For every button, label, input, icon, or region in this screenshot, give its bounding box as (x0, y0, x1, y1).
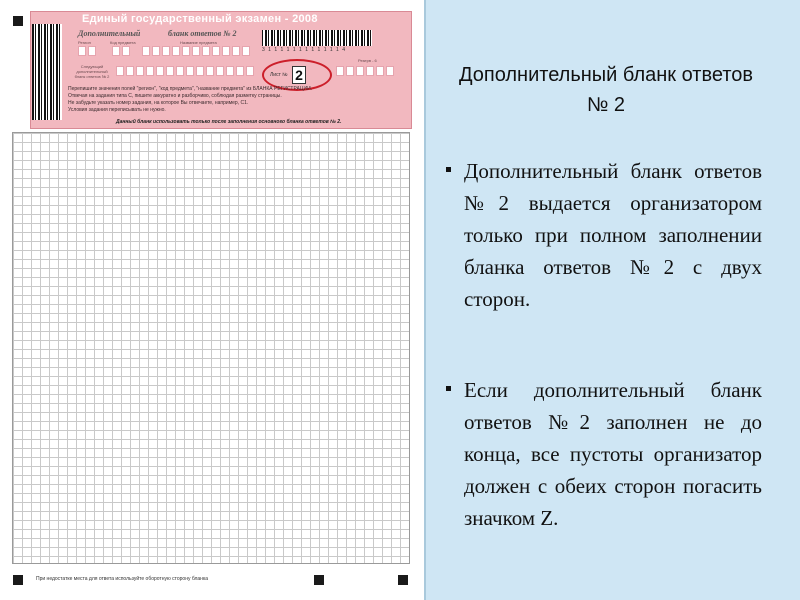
reserve-cells (336, 66, 394, 76)
bullet-marker-icon (446, 386, 451, 391)
barcode-horizontal (262, 30, 372, 46)
corner-marker-bottom-left (13, 575, 23, 585)
bullet-item (446, 374, 762, 534)
exam-title: Единый государственный экзамен - 2008 (82, 13, 318, 25)
instruction-line: Условия задания переписывать не нужно. (68, 107, 166, 113)
region-cells (78, 46, 96, 56)
label-subject-name: Название предмета (180, 40, 217, 45)
subject-name-cells (142, 46, 250, 56)
bullet-text: Если дополнительный бланк ответов №2 заполнен не до конца, все пустоты организатор должен с обеих сторон погасить значком Z. (464, 378, 762, 530)
label-reserve: Резерв - 6 (358, 58, 377, 63)
corner-marker-top-left (13, 16, 23, 26)
label-next-sheet: Следующий дополнительный бланк ответов № 2 (74, 64, 110, 79)
bullet-marker-icon (446, 167, 451, 172)
barcode-vertical (32, 24, 62, 120)
sheet-number: 2 (292, 66, 306, 84)
instruction-line: Отвечая на задания типа С, пишите аккуратно и разборчиво, соблюдая разметку страницы. (68, 93, 282, 99)
bullet-text: Дополнительный бланк ответов №2 выдается организатором только при полном заполнении бланка ответов №2 с двух сторон. (464, 159, 762, 311)
barcode-number: 3 1 1 1 1 1 1 1 1 1 1 1 1 4 (262, 47, 346, 53)
label-subject-code: Код предмета (110, 40, 136, 45)
corner-marker-bottom-mid (314, 575, 324, 585)
label-region: Регион (78, 40, 91, 45)
usage-note: Данный бланк использовать только после заполнения основного бланка ответов № 2. (116, 119, 342, 125)
bullet-item (446, 155, 762, 315)
sheet-subtitle-line-2: бланк ответов № 2 (168, 29, 237, 38)
sheet-subtitle-line-1: Дополнительный (78, 29, 141, 38)
form-instructions (68, 86, 408, 114)
back-side-note: При недостатке места для ответа используйте оборотную сторону бланка (36, 576, 209, 582)
corner-marker-bottom-right (398, 575, 408, 585)
answer-grid (12, 132, 410, 564)
subject-code-cells (112, 46, 130, 56)
instruction-line: Не забудьте указать номер задания, на которое Вы отвечаете, например, С1. (68, 100, 249, 106)
next-sheet-cells (116, 66, 254, 76)
panel-title: Дополнительный бланк ответов № 2 (458, 64, 753, 116)
sheet-number-label: Лист № (270, 72, 288, 78)
instruction-line: Перепишите значения полей "регион", "код предмета", "название предмета" из БЛАНКА РЕГИСТРАЦИИ. (68, 86, 313, 92)
